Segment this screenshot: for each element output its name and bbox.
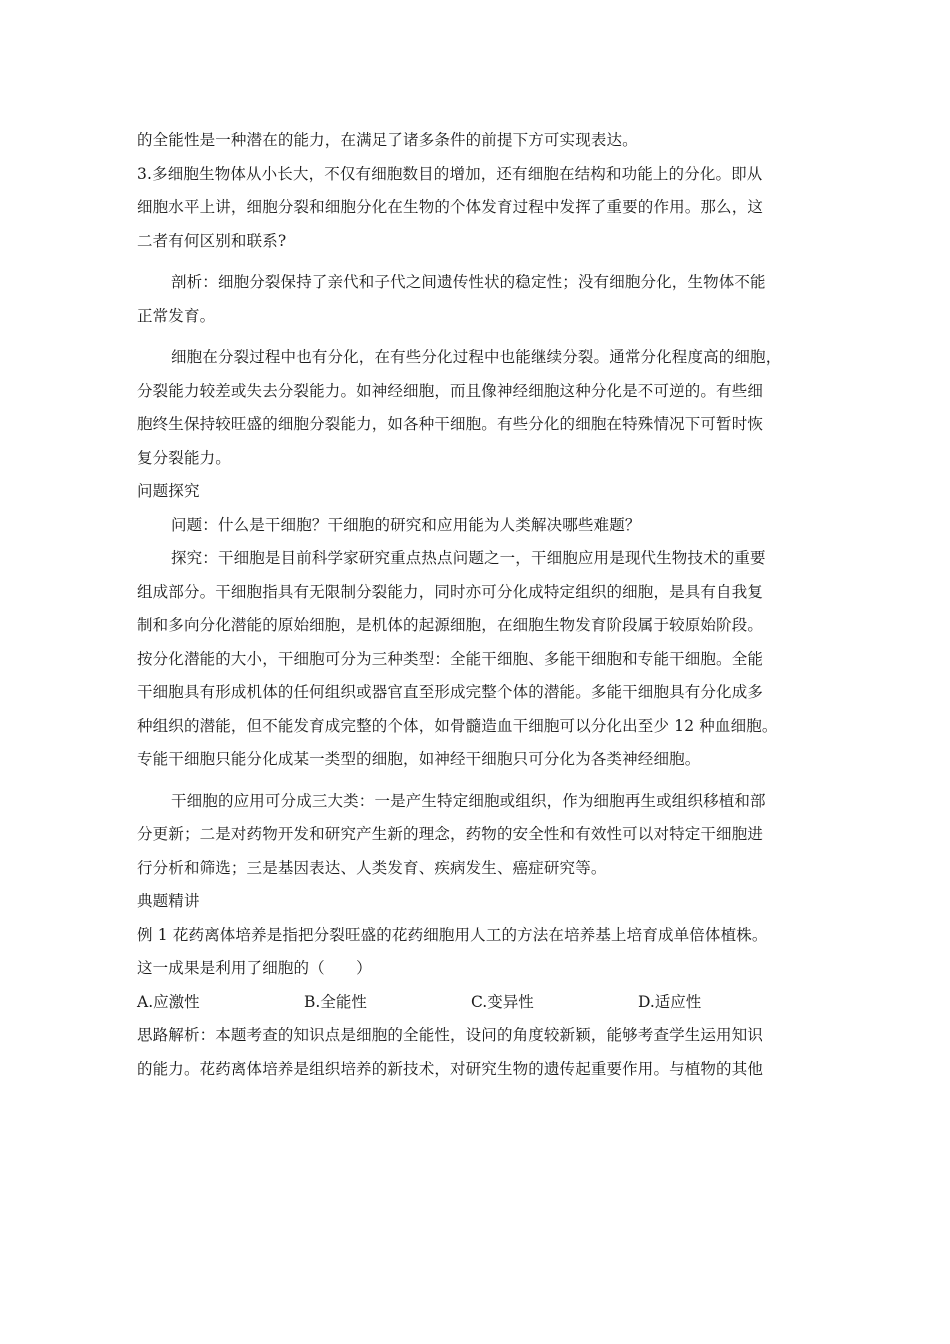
text-line: 组成部分。干细胞指具有无限制分裂能力，同时亦可分化成特定组织的细胞，是具有自我复 <box>137 582 764 601</box>
text-line: 3.多细胞生物体从小长大，不仅有细胞数目的增加，还有细胞在结构和功能上的分化。即从 <box>137 164 763 183</box>
text-line: 探究：干细胞是目前科学家研究重点热点问题之一，干细胞应用是现代生物技术的重要 <box>171 549 766 567</box>
text-line: 种组织的潜能，但不能发育成完整的个体，如骨髓造血干细胞可以分化出至少 12 种血细胞。 <box>137 716 778 735</box>
text-line: 专能干细胞只能分化成某一类型的细胞，如神经干细胞只可分化为各类神经细胞。 <box>137 750 701 768</box>
text-line: 行分析和筛选；三是基因表达、人类发育、疾病发生、癌症研究等。 <box>137 858 607 877</box>
text-line: 的能力。花药离体培养是组织培养的新技术，对研究生物的遗传起重要作用。与植物的其他 <box>137 1059 764 1078</box>
text-line: 正常发育。 <box>137 306 216 325</box>
option-b: B.全能性 <box>304 992 367 1011</box>
option-d: D.适应性 <box>638 992 702 1011</box>
answer-options <box>137 986 827 1020</box>
text-line: 剖析：细胞分裂保持了亲代和子代之间遗传性状的稳定性；没有细胞分化，生物体不能 <box>171 273 766 291</box>
section-heading: 问题探究 <box>137 482 200 500</box>
text-line: 细胞在分裂过程中也有分化，在有些分化过程中也能继续分裂。通常分化程度高的细胞， <box>171 348 782 366</box>
text-line: 思路解析：本题考查的知识点是细胞的全能性，设问的角度较新颖，能够考查学生运用知识 <box>137 1026 764 1044</box>
text-line: 的全能性是一种潜在的能力，在满足了诸多条件的前提下方可实现表达。 <box>137 131 638 149</box>
question-stem: 这一成果是利用了细胞的（ ） <box>137 959 372 977</box>
option-c: C.变异性 <box>471 992 534 1011</box>
text-line: 胞终生保持较旺盛的细胞分裂能力，如各种干细胞。有些分化的细胞在特殊情况下可暂时恢 <box>137 415 764 433</box>
text-line: 干细胞具有形成机体的任何组织或器官直至形成完整个体的潜能。多能干细胞具有分化成多 <box>137 683 764 701</box>
text-line: 复分裂能力。 <box>137 448 231 467</box>
option-a: A.应激性 <box>137 992 200 1011</box>
text-line: 分裂能力较差或失去分裂能力。如神经细胞，而且像神经细胞这种分化是不可逆的。有些细 <box>137 381 764 400</box>
text-line: 按分化潜能的大小，干细胞可分为三种类型：全能干细胞、多能干细胞和专能干细胞。全能 <box>137 649 764 668</box>
text-line: 二者有何区别和联系? <box>137 231 287 250</box>
text-line: 分更新；二是对药物开发和研究产生新的理念，药物的安全性和有效性可以对特定干细胞进 <box>137 825 764 843</box>
text-line: 制和多向分化潜能的原始细胞，是机体的起源细胞，在细胞生物发育阶段属于较原始阶段。 <box>137 616 764 634</box>
text-line: 干细胞的应用可分成三大类：一是产生特定细胞或组织，作为细胞再生或组织移植和部 <box>171 791 766 810</box>
text-line: 问题：什么是干细胞？干细胞的研究和应用能为人类解决哪些难题？ <box>171 515 641 534</box>
text-line: 细胞水平上讲，细胞分裂和细胞分化在生物的个体发育过程中发挥了重要的作用。那么，这 <box>137 198 764 216</box>
question-stem: 例 1 花药离体培养是指把分裂旺盛的花药细胞用人工的方法在培养基上培育成单倍体植株。 <box>137 925 768 944</box>
document-page <box>137 124 827 1086</box>
section-heading: 典题精讲 <box>137 892 200 910</box>
